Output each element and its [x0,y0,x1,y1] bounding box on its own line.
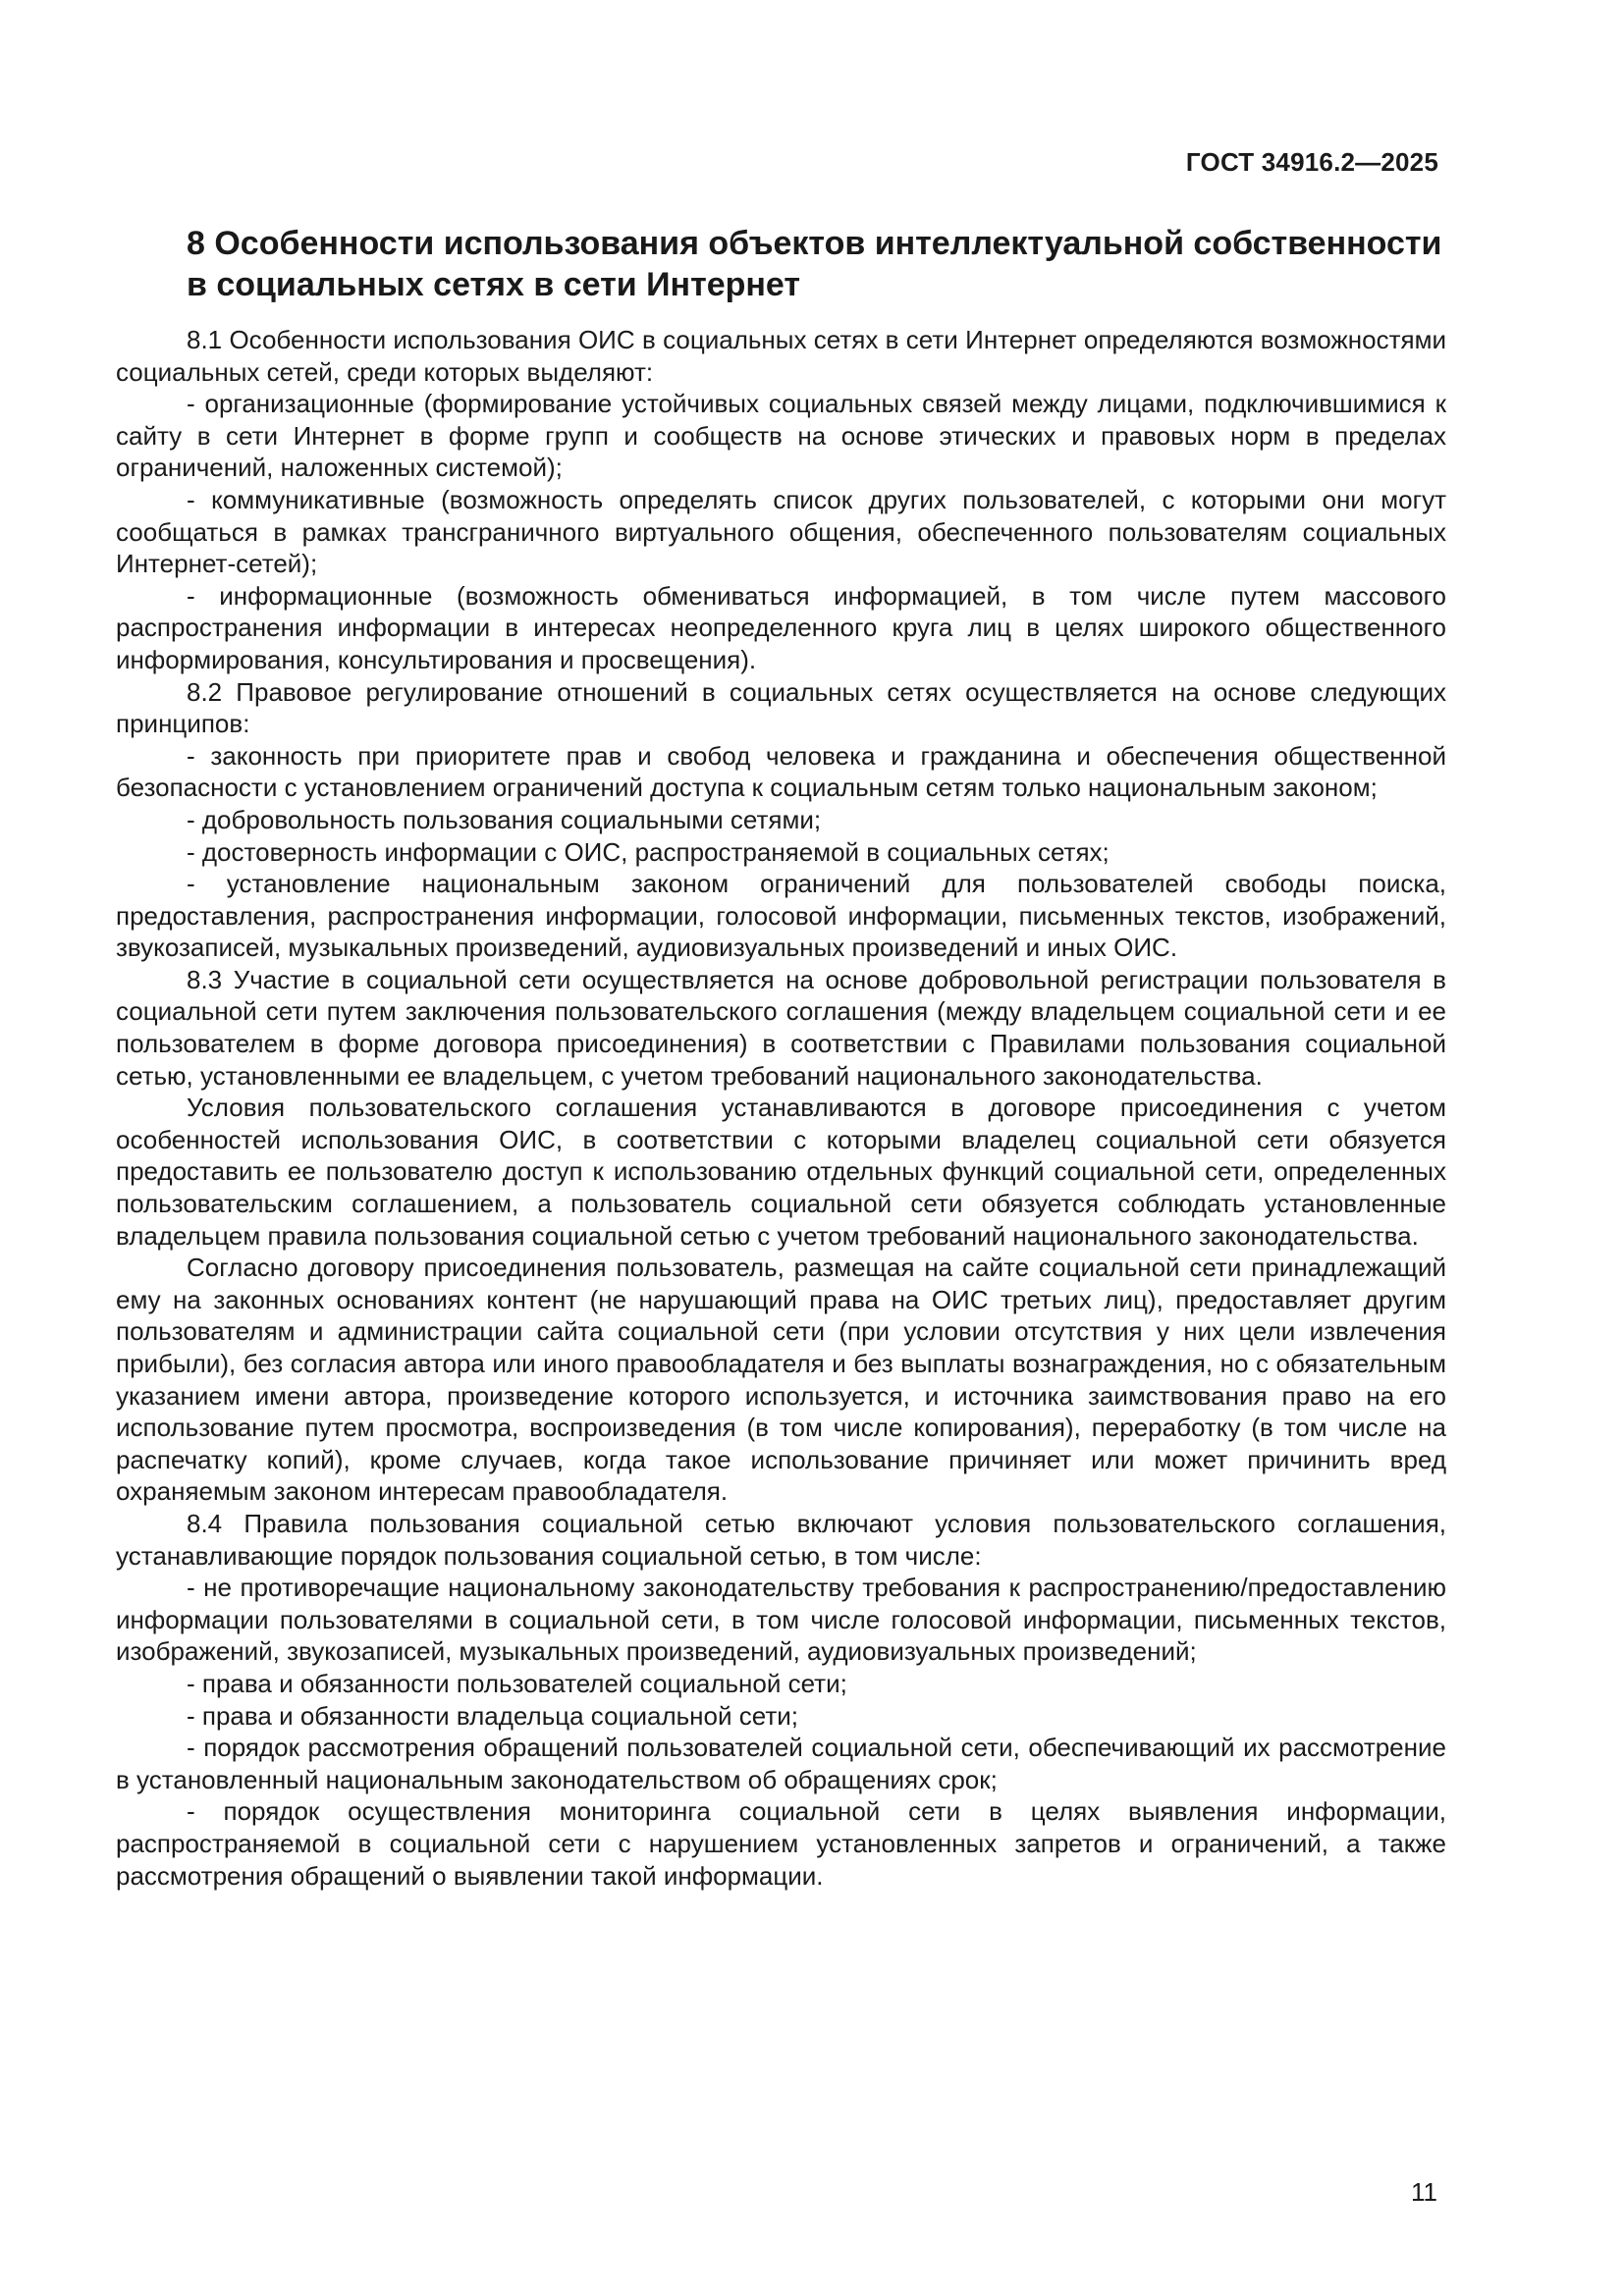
section-body [116,324,1446,1892]
list-item: - добровольность пользования социальными сетями; [187,804,822,834]
list-item: - установление национальным законом ограничений для пользователей свободы поиска, предоставления, распространения информации, голосовой информации, письменных текстов, изображений, звукозаписей, музыкальных произведений, аудиовизуальных произведений и иных ОИС. [116,869,1446,963]
list-item: - законность при приоритете прав и свобод человека и гражданина и обеспечения общественной безопасности с установлением ограничений доступа к социальным сетям только национальным законом; [116,740,1446,803]
paragraph: Условия пользовательского соглашения устанавливаются в договоре присоединения с учетом особенностей использования ОИС, в соответствии с которыми владелец социальной сети обязуется предоставить ее пользователю доступ к использованию отдельных функций социальной сети, определенных пользовательским соглашением, а пользователь социальной сети обязуется соблюдать установленные владельцем правила пользования социальной сетью с учетом требований национального законодательства. [116,1093,1446,1251]
list-item: - права и обязанности владельца социальной сети; [187,1700,798,1731]
list-item: - права и обязанности пользователей социальной сети; [187,1668,847,1698]
list-item: - порядок рассмотрения обращений пользователей социальной сети, обеспечивающий их рассмотрение в установленный национальным законодательством об обращениях срок; [116,1733,1446,1794]
paragraph: 8.2 Правовое регулирование отношений в социальных сетях осуществляется на основе следующих принципов: [116,676,1446,739]
list-item: - коммуникативные (возможность определять список других пользователей, с которыми они могут сообщаться в рамках трансграничного виртуального общения, обеспеченного пользователям социальных Интернет-сетей); [116,484,1446,579]
list-item: - организационные (формирование устойчивых социальных связей между лицами, подключившимися к сайту в сети Интернет в форме групп и сообществ на основе этических и правовых норм в пределах ограничений, наложенных системой); [116,389,1446,483]
paragraph: Согласно договору присоединения пользователь, размещая на сайте социальной сети принадлежащий ему на законных основаниях контент (не нарушающий права на ОИС третьих лиц), предоставляет другим пользователям и администрации сайта социальной сети (при условии отсутствия у них цели извлечения прибыли), без согласия автора или иного правообладателя и без выплаты вознаграждения, но с обязательным указанием имени автора, произведение которого используется, и источника заимствования право на его использование путем просмотра, воспроизведения (в том числе копирования), переработку (в том числе на распечатку копий), кроме случаев, когда такое использование причиняет или может причинить вред охраняемым законом интересам правообладателя. [116,1253,1446,1507]
section-title: 8 Особенности использования объектов интеллектуальной собственности в социальных сетях в сети Интернет [187,225,1442,303]
paragraph: 8.3 Участие в социальной сети осуществляется на основе добровольной регистрации пользователя в социальной сети путем заключения пользовательского соглашения (между владельцем социальной сети и ее пользователем в форме договора присоединения) в соответствии с Правилами пользования социальной сетью, установленными ее владельцем, с учетом требований национального законодательства. [116,964,1446,1091]
list-item: - информационные (возможность обмениваться информацией, в том числе путем массового распространения информации в интересах неопределенного круга лиц в целях широкого общественного информирования, консультирования и просвещения). [116,580,1446,674]
document-code: ГОСТ 34916.2—2025 [1185,147,1438,177]
paragraph: 8.4 Правила пользования социальной сетью включают условия пользовательского соглашения, устанавливающие порядок пользования социальной сетью, в том числе: [116,1508,1446,1571]
list-item: - не противоречащие национальному законодательству требования к распространению/предоставлению информации пользователями в социальной сети, в том числе голосовой информации, письменных текстов, изображений, звукозаписей, музыкальных произведений, аудиовизуальных произведений; [116,1573,1446,1667]
paragraph: 8.1 Особенности использования ОИС в социальных сетях в сети Интернет определяются возможностями социальных сетей, среди которых выделяют: [116,325,1446,387]
list-item: - порядок осуществления мониторинга социальной сети в целях выявления информации, распространяемой в социальной сети с нарушением установленных запретов и ограничений, а также рассмотрения обращений о выявлении такой информации. [116,1796,1446,1891]
page-number: 11 [1411,2177,1437,2207]
list-item: - достоверность информации с ОИС, распространяемой в социальных сетях; [187,836,1110,867]
